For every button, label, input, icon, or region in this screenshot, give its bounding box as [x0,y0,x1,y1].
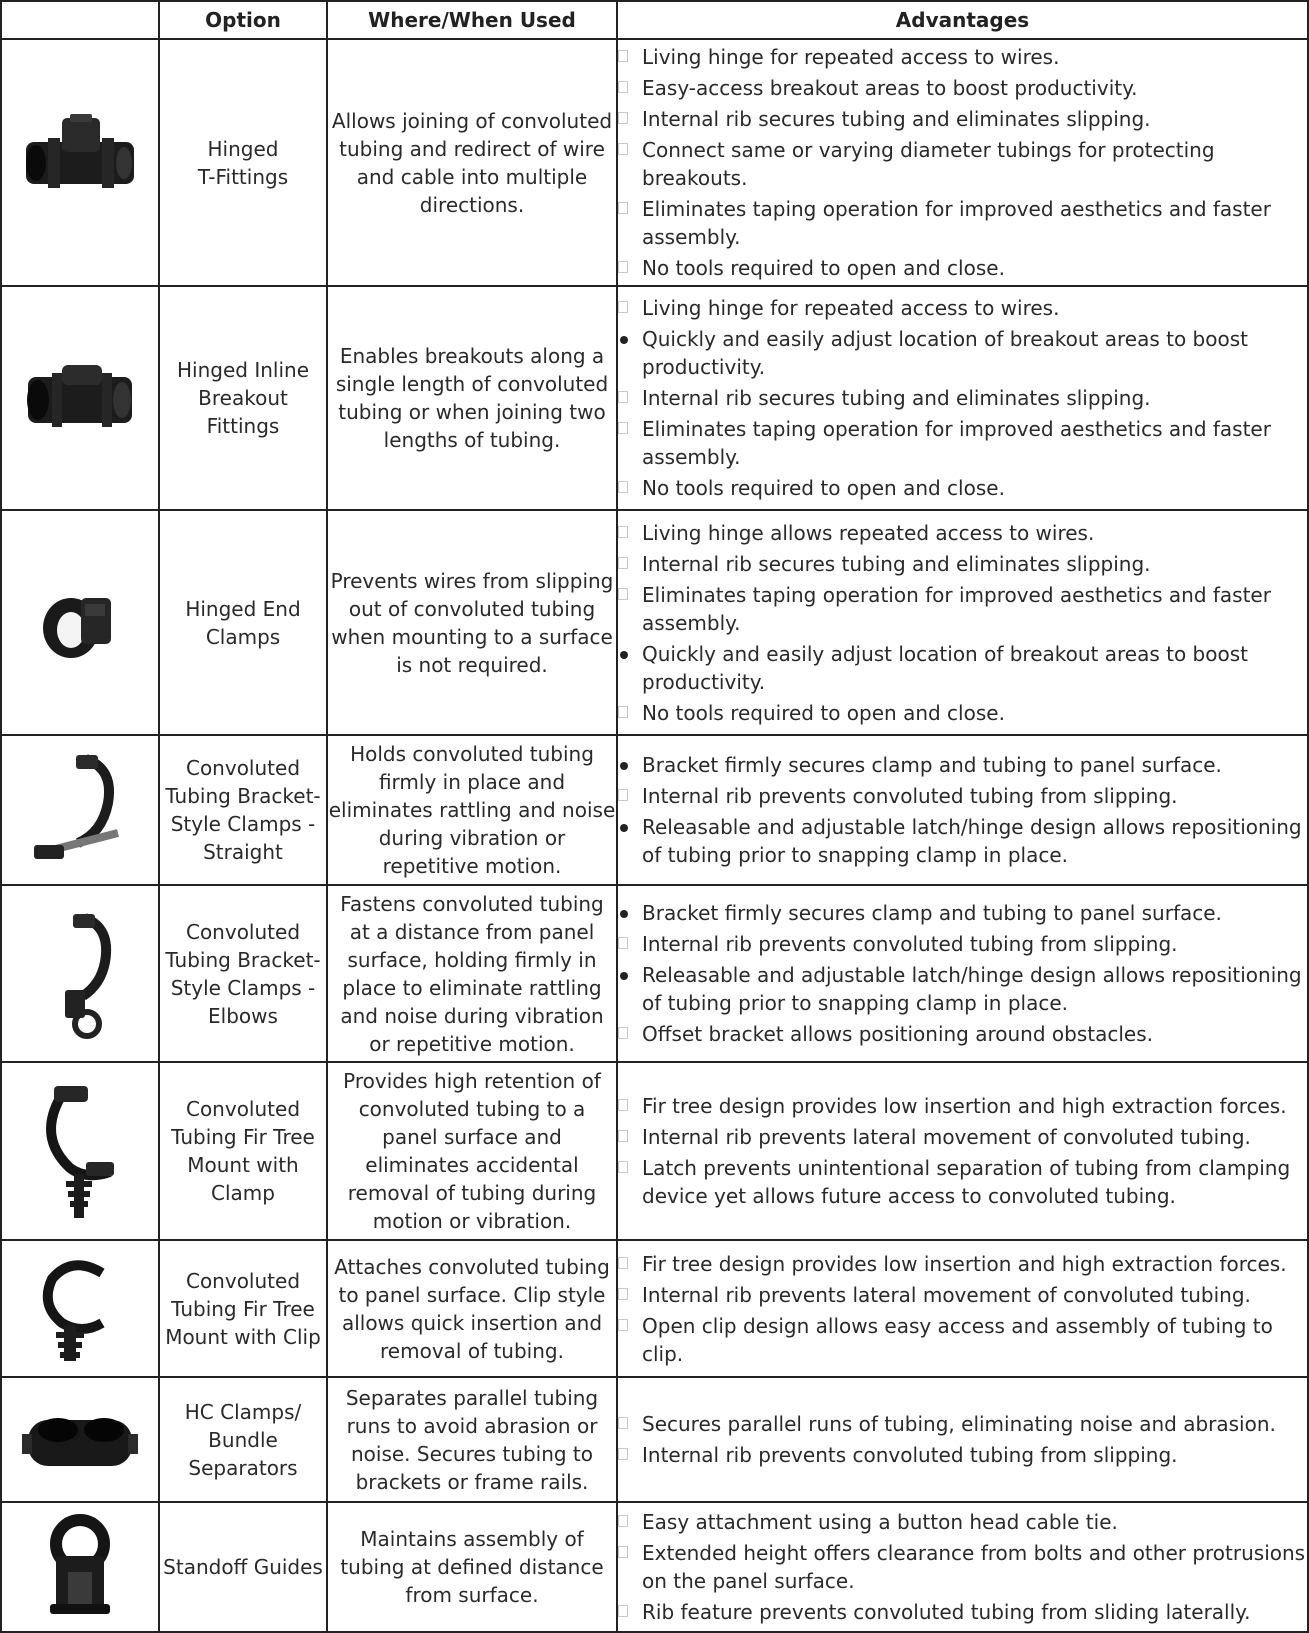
advantages-cell [617,510,1308,735]
option-name: Convoluted Tubing Bracket-Style Clamps - Elbows [159,885,327,1062]
advantages-list [618,751,1307,869]
advantages-cell [617,286,1308,510]
checkbox-bullet-icon [618,588,628,600]
where-used: Enables breakouts along a single length of convoluted tubing or when joining two lengths of tubing. [327,286,617,510]
checkbox-bullet-icon [618,526,628,538]
dot-bullet-icon [620,336,628,344]
advantage-item: No tools required to open and close. [618,474,1307,502]
product-image-cell [1,885,159,1062]
checkbox-bullet-icon [618,1130,628,1142]
advantage-item: Extended height offers clearance from bolts and other protrusions on the panel surface. [618,1539,1307,1595]
advantage-item: Bracket firmly secures clamp and tubing to panel surface. [618,899,1307,927]
advantages-cell [617,885,1308,1062]
fir-tree-clip-icon [30,1249,130,1369]
advantage-item: Internal rib prevents convoluted tubing from slipping. [618,782,1307,810]
checkbox-bullet-icon [618,706,628,718]
advantages-cell [617,1502,1308,1632]
where-used: Fastens convoluted tubing at a distance from panel surface, holding firmly in place to eliminate rattling and noise during vibration or repetitive motion. [327,885,617,1062]
advantage-item: Easy attachment using a button head cable tie. [618,1508,1307,1536]
checkbox-bullet-icon [618,789,628,801]
hinged-t-fitting-icon [18,108,142,218]
table-row [1,1240,1308,1377]
checkbox-bullet-icon [618,1515,628,1527]
advantages-list [618,1508,1307,1626]
option-name: Convoluted Tubing Fir Tree Mount with Clamp [159,1062,327,1240]
table-row [1,1502,1308,1632]
checkbox-bullet-icon [618,422,628,434]
advantages-cell [617,1240,1308,1377]
product-image-cell [1,286,159,510]
advantage-item: Bracket firmly secures clamp and tubing to panel surface. [618,751,1307,779]
dot-bullet-icon [620,910,628,918]
end-clamp-icon [25,568,135,678]
advantages-list [618,899,1307,1048]
advantages-list [618,519,1307,727]
option-name: Hinged Inline Breakout Fittings [159,286,327,510]
checkbox-bullet-icon [618,1257,628,1269]
checkbox-bullet-icon [618,81,628,93]
advantage-item: Living hinge allows repeated access to wires. [618,519,1307,547]
advantages-list [618,1250,1307,1368]
product-image-cell [1,1502,159,1632]
standoff-guide-icon [30,1512,130,1622]
where-used: Separates parallel tubing runs to avoid abrasion or noise. Secures tubing to brackets or frame rails. [327,1377,617,1502]
option-name: Hinged End Clamps [159,510,327,735]
option-label: Hinged T-Fittings [197,136,289,189]
advantage-item: Eliminates taping operation for improved aesthetics and faster assembly. [618,195,1307,251]
checkbox-bullet-icon [618,1448,628,1460]
header-where-used: Where/When Used [327,1,617,39]
product-image-cell [1,735,159,885]
dot-bullet-icon [620,762,628,770]
dot-bullet-icon [620,824,628,832]
table-row [1,1377,1308,1502]
checkbox-bullet-icon [618,112,628,124]
where-used: Prevents wires from slipping out of convoluted tubing when mounting to a surface is not required. [327,510,617,735]
where-used: Provides high retention of convoluted tubing to a panel surface and eliminates accidental removal of tubing during motion or vibration. [327,1062,617,1240]
header-row [1,1,1308,39]
advantage-item: Rib feature prevents convoluted tubing from sliding laterally. [618,1598,1307,1626]
checkbox-bullet-icon [618,143,628,155]
checkbox-bullet-icon [618,1161,628,1173]
table-row [1,510,1308,735]
advantage-item: Living hinge for repeated access to wires. [618,43,1307,71]
advantage-item: Fir tree design provides low insertion and high extraction forces. [618,1250,1307,1278]
table-row [1,286,1308,510]
where-used: Maintains assembly of tubing at defined distance from surface. [327,1502,617,1632]
advantage-item: Internal rib prevents convoluted tubing from slipping. [618,1441,1307,1469]
checkbox-bullet-icon [618,301,628,313]
checkbox-bullet-icon [618,937,628,949]
option-name: HC Clamps/ Bundle Separators [159,1377,327,1502]
where-used: Holds convoluted tubing firmly in place and eliminates rattling and noise during vibration or repetitive motion. [327,735,617,885]
header-advantages: Advantages [617,1,1308,39]
inline-breakout-fitting-icon [18,343,142,453]
advantage-item: Internal rib secures tubing and eliminates slipping. [618,105,1307,133]
advantages-cell [617,1377,1308,1502]
where-used: Allows joining of convoluted tubing and redirect of wire and cable into multiple directions. [327,39,617,286]
checkbox-bullet-icon [618,261,628,273]
advantage-item: Easy-access breakout areas to boost productivity. [618,74,1307,102]
advantage-item: Quickly and easily adjust location of breakout areas to boost productivity. [618,325,1307,381]
advantage-item: Eliminates taping operation for improved aesthetics and faster assembly. [618,415,1307,471]
checkbox-bullet-icon [618,391,628,403]
advantage-item: Connect same or varying diameter tubings for protecting breakouts. [618,136,1307,192]
table-row [1,735,1308,885]
advantage-item: Internal rib secures tubing and eliminates slipping. [618,550,1307,578]
advantages-cell [617,39,1308,286]
product-image-cell [1,1377,159,1502]
advantage-item: Offset bracket allows positioning around obstacles. [618,1020,1307,1048]
advantages-list [618,294,1307,502]
dot-bullet-icon [620,972,628,980]
product-image-cell [1,1062,159,1240]
table-row [1,1062,1308,1240]
checkbox-bullet-icon [618,1319,628,1331]
checkbox-bullet-icon [618,481,628,493]
advantage-item: Secures parallel runs of tubing, eliminating noise and abrasion. [618,1410,1307,1438]
fir-tree-clamp-icon [30,1076,130,1226]
bracket-clamp-elbow-icon [25,904,135,1044]
advantage-item: Living hinge for repeated access to wires. [618,294,1307,322]
checkbox-bullet-icon [618,1288,628,1300]
bundle-separator-icon [18,1390,142,1490]
advantages-list [618,1410,1307,1469]
advantage-item: Internal rib prevents lateral movement of convoluted tubing. [618,1281,1307,1309]
advantage-item: Open clip design allows easy access and assembly of tubing to clip. [618,1312,1307,1368]
option-name: Convoluted Tubing Fir Tree Mount with Clip [159,1240,327,1377]
checkbox-bullet-icon [618,202,628,214]
advantage-item: Releasable and adjustable latch/hinge design allows repositioning of tubing prior to snapping clamp in place. [618,813,1307,869]
advantage-item: Internal rib prevents lateral movement of convoluted tubing. [618,1123,1307,1151]
checkbox-bullet-icon [618,1605,628,1617]
checkbox-bullet-icon [618,50,628,62]
advantage-item: Quickly and easily adjust location of breakout areas to boost productivity. [618,640,1307,696]
advantages-list [618,1092,1307,1210]
option-name [159,39,327,286]
checkbox-bullet-icon [618,1099,628,1111]
header-option: Option [159,1,327,39]
where-used: Attaches convoluted tubing to panel surface. Clip style allows quick insertion and removal of tubing. [327,1240,617,1377]
bracket-clamp-straight-icon [20,745,140,875]
dot-bullet-icon [620,651,628,659]
checkbox-bullet-icon [618,1546,628,1558]
checkbox-bullet-icon [618,557,628,569]
advantage-item: Eliminates taping operation for improved aesthetics and faster assembly. [618,581,1307,637]
advantage-item: Fir tree design provides low insertion and high extraction forces. [618,1092,1307,1120]
advantage-item: No tools required to open and close. [618,699,1307,727]
advantage-item: Internal rib prevents convoluted tubing from slipping. [618,930,1307,958]
table-row [1,885,1308,1062]
product-image-cell [1,1240,159,1377]
advantage-item: Releasable and adjustable latch/hinge design allows repositioning of tubing prior to snapping clamp in place. [618,961,1307,1017]
option-name: Convoluted Tubing Bracket-Style Clamps - Straight [159,735,327,885]
advantages-cell [617,1062,1308,1240]
checkbox-bullet-icon [618,1417,628,1429]
advantage-item: No tools required to open and close. [618,254,1307,282]
advantages-list [618,43,1307,282]
header-image [1,1,159,39]
advantage-item: Latch prevents unintentional separation of tubing from clamping device yet allows future access to convoluted tubing. [618,1154,1307,1210]
option-name: Standoff Guides [159,1502,327,1632]
advantages-cell [617,735,1308,885]
advantage-item: Internal rib secures tubing and eliminates slipping. [618,384,1307,412]
product-image-cell [1,39,159,286]
checkbox-bullet-icon [618,1027,628,1039]
table-row [1,39,1308,286]
product-image-cell [1,510,159,735]
